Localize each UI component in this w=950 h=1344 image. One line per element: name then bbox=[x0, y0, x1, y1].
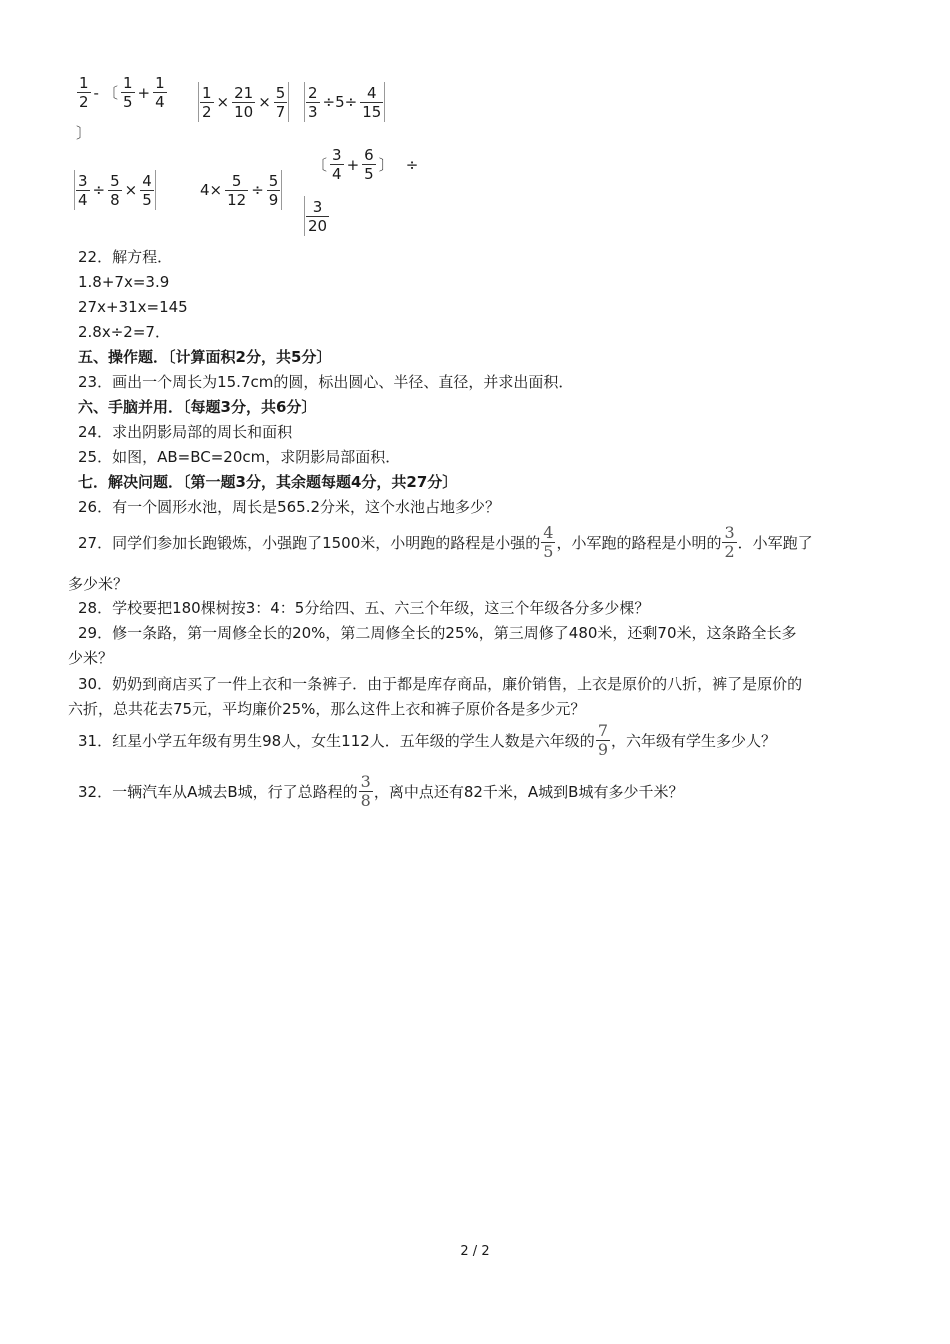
question-27: 27．同学们参加长跑锻炼，小强跑了1500米，小明跑的路程是小强的 $\frac{4}{5}$ ，小军跑的路程是小明的 $\frac{3}{2}$ ．小军跑了 bbox=[78, 523, 813, 561]
question-27-continued: 多少米？ bbox=[68, 575, 129, 593]
expression-4: $\frac{3}{4}$ ÷ $\frac{5}{8}$ × $\frac{4}{5}$ bbox=[74, 170, 156, 210]
question-31: 31．红星小学五年级有男生98人，女生112人．五年级的学生人数是六年级的 $\frac{7}{9}$ ，六年级有学生多少人？ bbox=[78, 721, 777, 759]
fraction: $\frac{6}{5}$ bbox=[364, 146, 374, 183]
question-29-line-2: 少米？ bbox=[68, 649, 114, 667]
fraction: $\frac{21}{10}$ bbox=[234, 83, 254, 121]
question-25: 25．如图，AB=BC=20cm，求阴影局部面积． bbox=[78, 448, 401, 466]
equation-3: 2.8x÷2=7． bbox=[78, 323, 170, 341]
fraction: $\frac{3}{20}$ bbox=[308, 197, 328, 235]
fraction: $\frac{1}{4}$ bbox=[155, 74, 165, 111]
section-6-heading: 六、手脑并用．〔每题3分，共6分〕 bbox=[78, 398, 317, 416]
expression-1: $\frac{1}{2}$ - 〔 $\frac{1}{5}$ + $\frac{1}{4}$ bbox=[79, 74, 165, 111]
fraction: $\frac{2}{3}$ bbox=[308, 83, 318, 121]
fraction: $\frac{7}{9}$ bbox=[597, 721, 608, 759]
fraction: $\frac{4}{5}$ bbox=[142, 171, 152, 209]
expression-2: $\frac{1}{2}$ × $\frac{21}{10}$ × $\frac{5}{7}$ bbox=[198, 82, 289, 122]
fraction: $\frac{1}{2}$ bbox=[79, 74, 89, 111]
fraction: $\frac{4}{5}$ bbox=[543, 523, 554, 561]
question-23: 23．画出一个周长为15.7cm的圆，标出圆心、半径、直径，并求出面积． bbox=[78, 373, 574, 391]
fraction: $\frac{3}{2}$ bbox=[724, 523, 735, 561]
section-5-heading: 五、操作题．〔计算面积2分，共5分〕 bbox=[78, 348, 332, 366]
section-7-heading: 七．解决问题．〔第一题3分，其余题每题4分，共27分〕 bbox=[78, 473, 458, 491]
question-28: 28．学校要把180棵树按3：4：5分给四、五、六三个年级，这三个年级各分多少棵？ bbox=[78, 599, 650, 617]
fraction: $\frac{5}{12}$ bbox=[227, 171, 247, 209]
question-30-line-2: 六折，总共花去75元，平均廉价25%，那么这件上衣和裤子原价各是多少元？ bbox=[68, 700, 586, 718]
fraction: $\frac{1}{2}$ bbox=[202, 83, 212, 121]
question-29-line-1: 29．修一条路，第一周修全长的20%，第二周修全长的25%，第三周修了480米，还剩70米，这条路全长多 bbox=[78, 624, 797, 642]
expression-5: 4× $\frac{5}{12}$ ÷ $\frac{5}{9}$ bbox=[198, 170, 282, 210]
question-22-title: 22．解方程． bbox=[78, 248, 173, 266]
fraction: $\frac{3}{4}$ bbox=[332, 146, 342, 183]
question-30-line-1: 30．奶奶到商店买了一件上衣和一条裤子．由于都是库存商品，廉价销售，上衣是原价的八折，裤了是原价的 bbox=[78, 675, 803, 693]
expression-6: 〔 $\frac{3}{4}$ + $\frac{6}{5}$ 〕 ÷ bbox=[312, 146, 419, 183]
fraction: $\frac{5}{7}$ bbox=[275, 83, 286, 121]
fraction: $\frac{3}{8}$ bbox=[360, 772, 371, 810]
expression-3: $\frac{2}{3}$ ÷5÷ $\frac{4}{15}$ bbox=[304, 82, 385, 122]
expression-6-divisor bbox=[304, 196, 330, 236]
equation-2: 27x+31x=145 bbox=[78, 298, 188, 316]
question-32: 32．一辆汽车从A城去B城，行了总路程的 $\frac{3}{8}$ ，离中点还有82千米，A城到B城有多少千米？ bbox=[78, 772, 684, 810]
equation-1: 1.8+7x=3.9 bbox=[78, 273, 170, 291]
question-26: 26．有一个圆形水池，周长是565.2分米，这个水池占地多少？ bbox=[78, 498, 501, 516]
page-number: 2 / 2 bbox=[460, 1244, 490, 1259]
fraction: $\frac{1}{5}$ bbox=[122, 74, 133, 111]
fraction: $\frac{5}{8}$ bbox=[110, 171, 120, 209]
fraction: $\frac{3}{4}$ bbox=[78, 171, 88, 209]
fraction: $\frac{4}{15}$ bbox=[362, 83, 382, 121]
fraction: $\frac{5}{9}$ bbox=[268, 171, 279, 209]
question-24: 24．求出阴影局部的周长和面积 bbox=[78, 423, 293, 441]
closing-bracket: 〕 bbox=[76, 124, 92, 142]
